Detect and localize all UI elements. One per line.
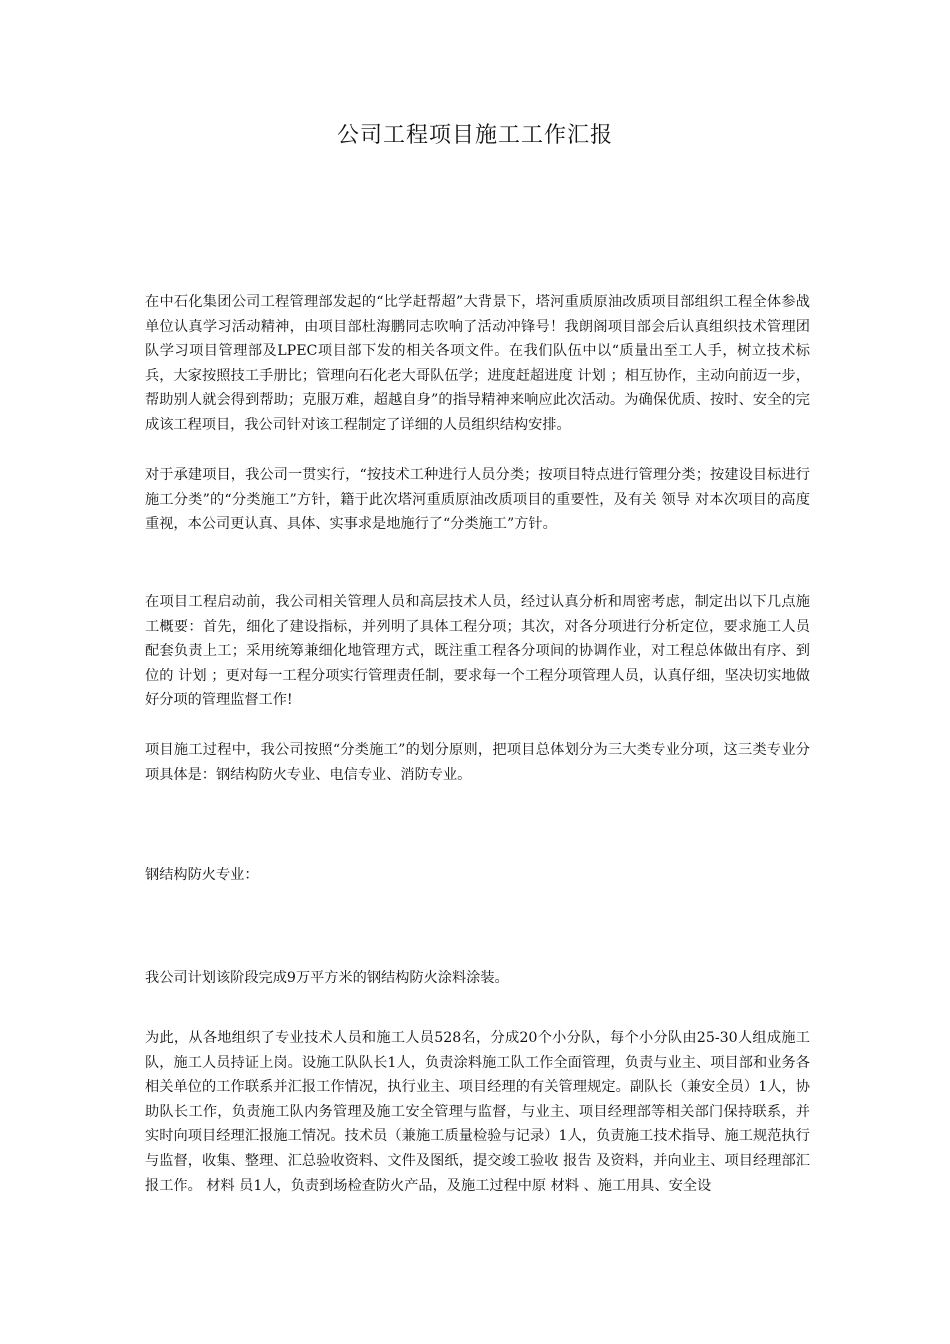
document-title: 公司工程项目施工工作汇报 (336, 123, 613, 148)
paragraph-construction-outline: 在项目工程启动前，我公司相关管理人员和高层技术人员，经过认真分析和周密考虑，制定出以下几点施工概要：首先，细化了建设指标，并列明了具体工程分项；其次，对各分项进行分析定位，要求施工人员配套负责上工；采用统筹兼细化地管理方式，既注重工程各分项间的协调作业，对工程总体做出有序、到位的 计划 ；更对每一工程分项实行管理责任制，要求每一个工程分项管理人员，认真仔细，坚决切实地做好分项的管理监督工作! (145, 594, 810, 709)
paragraph-intro: 在中石化集团公司工程管理部发起的“比学赶帮超”大背景下，塔河重质原油改质项目部组织工程全体参战单位认真学习活动精神，由项目部杜海鹏同志吹响了活动冲锋号！我朗阁项目部会后认真组织技术管理团队学习项目管理部及LPEC项目部下发的相关各项文件。在我们队伍中以“质量出至工人手，树立技术标兵，大家按照技工手册比；管理向石化老大哥队伍学；进度赶超进度 计划 ；相互协作，主动向前迈一步，帮助别人就会得到帮助；克服万难，超越自身”的指导精神来响应此次活动。为确保优质、按时、安全的完成该工程项目，我公司针对该工程制定了详细的人员组织结构安排。 (145, 294, 810, 433)
paragraph-classification-policy: 对于承建项目，我公司一贯实行，“按技术工种进行人员分类；按项目特点进行管理分类；按建设目标进行施工分类”的“分类施工”方针，籍于此次塔河重质原油改质项目的重要性，及有关 领导 对本次项目的高度重视，本公司更认真、具体、实事求是地施行了“分类施工”方针。 (145, 467, 810, 533)
paragraph-three-specialties: 项目施工过程中，我公司按照“分类施工”的划分原则，把项目总体划分为三大类专业分项，这三类专业分项具体是：钢结构防火专业、电信专业、消防专业。 (145, 742, 810, 783)
paragraph-team-organization: 为此，从各地组织了专业技术人员和施工人员528名，分成20个小分队，每个小分队由25-30人组成施工队，施工人员持证上岗。设施工队队长1人，负责涂料施工队工作全面管理，负责与业主、项目部和业务各相关单位的工作联系并汇报工作情况，执行业主、项目经理的有关管理规定。副队长（兼安全员）1人，协助队长工作，负责施工队内务管理及施工安全管理与监督，与业主、项目经理部等相关部门保持联系，并实时向项目经理汇报施工情况。技术员（兼施工质量检验与记录）1人，负责施工技术指导、施工规范执行与监督，收集、整理、汇总验收资料、文件及图纸，提交竣工验收 报告 及资料，并向业主、项目经理部汇报工作。 材料 员1人，负责到场检查防火产品，及施工过程中原 材料 、施工用具、安全设 (145, 1030, 810, 1194)
paragraph-coating-plan: 我公司计划该阶段完成9万平方米的钢结构防火涂料涂装。 (145, 970, 509, 986)
section-heading-steel-fireproofing: 钢结构防火专业： (145, 867, 259, 883)
